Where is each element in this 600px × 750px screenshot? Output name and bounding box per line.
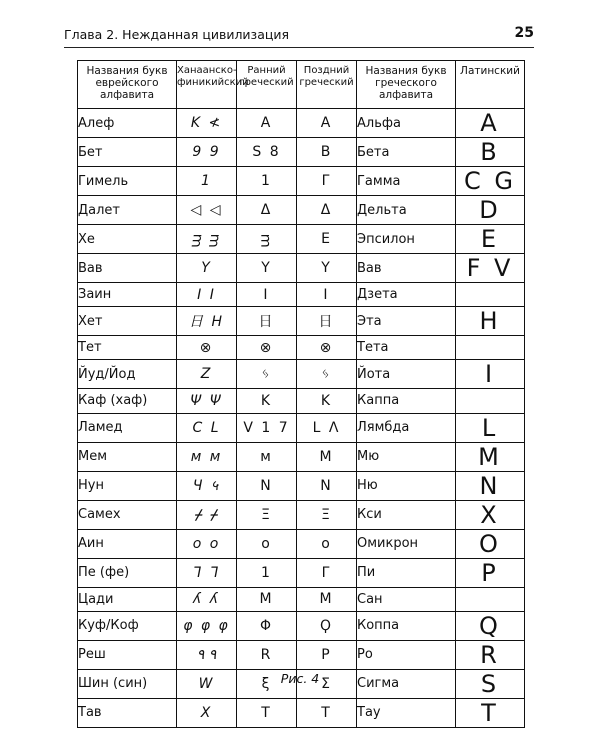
- early-greek-glyph: o: [237, 529, 297, 558]
- header-late-greek: Поздний греческий: [297, 61, 357, 109]
- greek-letter-name: Ню: [357, 471, 456, 500]
- greek-letter-name: Вав: [357, 254, 456, 283]
- hebrew-letter-name: Самех: [78, 500, 177, 529]
- table-row: [78, 138, 525, 167]
- latin-letter: I: [456, 360, 525, 389]
- running-header: [64, 25, 534, 48]
- late-greek-glyph: Ϙ: [297, 611, 357, 640]
- hebrew-letter-name: Куф/Коф: [78, 611, 177, 640]
- table-row: [78, 196, 525, 225]
- canaanite-glyph: Ч ५: [177, 471, 237, 500]
- greek-letter-name: Эпсилон: [357, 225, 456, 254]
- hebrew-letter-name: Реш: [78, 640, 177, 669]
- canaanite-glyph: I I: [177, 283, 237, 307]
- late-greek-glyph: ᛃ: [297, 360, 357, 389]
- early-greek-glyph: ᴟ: [237, 225, 297, 254]
- hebrew-letter-name: Цади: [78, 587, 177, 611]
- latin-letter: T: [456, 698, 525, 727]
- late-greek-glyph: N: [297, 471, 357, 500]
- table-row: [78, 109, 525, 138]
- table-row: [78, 389, 525, 413]
- alphabet-comparison-table: [77, 60, 525, 728]
- greek-letter-name: Кси: [357, 500, 456, 529]
- table-row: [78, 307, 525, 336]
- hebrew-letter-name: Вав: [78, 254, 177, 283]
- canaanite-glyph: ᴍ ᴍ: [177, 442, 237, 471]
- early-greek-glyph: K: [237, 389, 297, 413]
- table-row: [78, 587, 525, 611]
- table-row: [78, 167, 525, 196]
- latin-letter: B: [456, 138, 525, 167]
- early-greek-glyph: M: [237, 587, 297, 611]
- canaanite-glyph: Ψ Ψ: [177, 389, 237, 413]
- late-greek-glyph: E: [297, 225, 357, 254]
- late-greek-glyph: Y: [297, 254, 357, 283]
- hebrew-letter-name: Тав: [78, 698, 177, 727]
- latin-letter: N: [456, 471, 525, 500]
- page-number: 25: [514, 25, 534, 41]
- late-greek-glyph: P: [297, 640, 357, 669]
- early-greek-glyph: ᛃ: [237, 360, 297, 389]
- early-greek-glyph: I: [237, 283, 297, 307]
- latin-letter: X: [456, 500, 525, 529]
- early-greek-glyph: ᴍ: [237, 442, 297, 471]
- early-greek-glyph: ξ: [237, 669, 297, 698]
- latin-letter: S: [456, 669, 525, 698]
- greek-letter-name: Мю: [357, 442, 456, 471]
- greek-letter-name: Тета: [357, 336, 456, 360]
- latin-letter: C G: [456, 167, 525, 196]
- canaanite-glyph: ⊗: [177, 336, 237, 360]
- table-row: [78, 529, 525, 558]
- greek-letter-name: Бета: [357, 138, 456, 167]
- table-row: [78, 698, 525, 727]
- table-row: [78, 225, 525, 254]
- table-row: [78, 413, 525, 442]
- header-early-greek: Ранний греческий: [237, 61, 297, 109]
- late-greek-glyph: L Λ: [297, 413, 357, 442]
- latin-letter: F V: [456, 254, 525, 283]
- hebrew-letter-name: Далет: [78, 196, 177, 225]
- table-row: [78, 283, 525, 307]
- late-greek-glyph: Δ: [297, 196, 357, 225]
- table-row: [78, 336, 525, 360]
- greek-letter-name: Йота: [357, 360, 456, 389]
- early-greek-glyph: Φ: [237, 611, 297, 640]
- canaanite-glyph: W: [177, 669, 237, 698]
- canaanite-glyph: φ φ φ: [177, 611, 237, 640]
- early-greek-glyph: 1: [237, 167, 297, 196]
- canaanite-glyph: Y: [177, 254, 237, 283]
- canaanite-glyph: o o: [177, 529, 237, 558]
- header-hebrew-names: Названия букв еврейского алфавита: [78, 61, 177, 109]
- late-greek-glyph: I: [297, 283, 357, 307]
- greek-letter-name: Омикрон: [357, 529, 456, 558]
- canaanite-glyph: Z: [177, 360, 237, 389]
- latin-letter: A: [456, 109, 525, 138]
- greek-letter-name: Сигма: [357, 669, 456, 698]
- table-row: [78, 442, 525, 471]
- greek-letter-name: Дзета: [357, 283, 456, 307]
- hebrew-letter-name: Бет: [78, 138, 177, 167]
- table-row: [78, 558, 525, 587]
- early-greek-glyph: ⊗: [237, 336, 297, 360]
- hebrew-letter-name: Пе (фе): [78, 558, 177, 587]
- figure-caption: Рис. 4: [280, 671, 320, 686]
- late-greek-glyph: 日: [297, 307, 357, 336]
- latin-letter: [456, 336, 525, 360]
- late-greek-glyph: M: [297, 442, 357, 471]
- latin-letter: Q: [456, 611, 525, 640]
- early-greek-glyph: A: [237, 109, 297, 138]
- early-greek-glyph: N: [237, 471, 297, 500]
- hebrew-letter-name: Ламед: [78, 413, 177, 442]
- late-greek-glyph: ⊗: [297, 336, 357, 360]
- late-greek-glyph: Ξ: [297, 500, 357, 529]
- latin-letter: D: [456, 196, 525, 225]
- hebrew-letter-name: Хет: [78, 307, 177, 336]
- greek-letter-name: Лямбда: [357, 413, 456, 442]
- latin-letter: [456, 389, 525, 413]
- hebrew-letter-name: Каф (хаф): [78, 389, 177, 413]
- canaanite-glyph: X: [177, 698, 237, 727]
- latin-letter: M: [456, 442, 525, 471]
- header-greek-names: Названия букв греческого алфавита: [357, 61, 456, 109]
- table-row: [78, 360, 525, 389]
- table-row: [78, 640, 525, 669]
- canaanite-glyph: ᒣ ᒣ: [177, 558, 237, 587]
- latin-letter: E: [456, 225, 525, 254]
- hebrew-letter-name: Нун: [78, 471, 177, 500]
- canaanite-glyph: ◁ ◁: [177, 196, 237, 225]
- canaanite-glyph: 日 H: [177, 307, 237, 336]
- latin-letter: H: [456, 307, 525, 336]
- hebrew-letter-name: Алеф: [78, 109, 177, 138]
- late-greek-glyph: A: [297, 109, 357, 138]
- latin-letter: R: [456, 640, 525, 669]
- canaanite-glyph: 9 9: [177, 138, 237, 167]
- latin-letter: [456, 283, 525, 307]
- table-header-row: [78, 61, 525, 109]
- early-greek-glyph: V 1 7: [237, 413, 297, 442]
- greek-letter-name: Сан: [357, 587, 456, 611]
- early-greek-glyph: Δ: [237, 196, 297, 225]
- greek-letter-name: Ро: [357, 640, 456, 669]
- greek-letter-name: Альфа: [357, 109, 456, 138]
- early-greek-glyph: S 8: [237, 138, 297, 167]
- table-row: [78, 611, 525, 640]
- greek-letter-name: Эта: [357, 307, 456, 336]
- hebrew-letter-name: Тет: [78, 336, 177, 360]
- hebrew-letter-name: Хе: [78, 225, 177, 254]
- late-greek-glyph: Σ: [297, 669, 357, 698]
- table-row: [78, 500, 525, 529]
- late-greek-glyph: Γ: [297, 558, 357, 587]
- table-row: [78, 471, 525, 500]
- hebrew-letter-name: Шин (син): [78, 669, 177, 698]
- early-greek-glyph: 1: [237, 558, 297, 587]
- hebrew-letter-name: Мем: [78, 442, 177, 471]
- early-greek-glyph: Y: [237, 254, 297, 283]
- header-latin: Латинский: [456, 61, 525, 109]
- early-greek-glyph: 日: [237, 307, 297, 336]
- late-greek-glyph: T: [297, 698, 357, 727]
- latin-letter: O: [456, 529, 525, 558]
- greek-letter-name: Гамма: [357, 167, 456, 196]
- early-greek-glyph: R: [237, 640, 297, 669]
- canaanite-glyph: ʎ ʎ: [177, 587, 237, 611]
- latin-letter: [456, 587, 525, 611]
- header-canaanite: Ханаанско-финикийский: [177, 61, 237, 109]
- latin-letter: L: [456, 413, 525, 442]
- early-greek-glyph: Ξ: [237, 500, 297, 529]
- late-greek-glyph: Γ: [297, 167, 357, 196]
- greek-letter-name: Каппа: [357, 389, 456, 413]
- early-greek-glyph: T: [237, 698, 297, 727]
- hebrew-letter-name: Аин: [78, 529, 177, 558]
- late-greek-glyph: K: [297, 389, 357, 413]
- table-row: [78, 254, 525, 283]
- table-body: [78, 109, 525, 728]
- greek-letter-name: Тау: [357, 698, 456, 727]
- canaanite-glyph: K ≮: [177, 109, 237, 138]
- hebrew-letter-name: Гимель: [78, 167, 177, 196]
- hebrew-letter-name: Заин: [78, 283, 177, 307]
- greek-letter-name: Коппа: [357, 611, 456, 640]
- greek-letter-name: Пи: [357, 558, 456, 587]
- canaanite-glyph: ٩ ٩: [177, 640, 237, 669]
- latin-letter: P: [456, 558, 525, 587]
- late-greek-glyph: M: [297, 587, 357, 611]
- hebrew-letter-name: Йуд/Йод: [78, 360, 177, 389]
- canaanite-glyph: C L: [177, 413, 237, 442]
- canaanite-glyph: ᴟ ᴟ: [177, 225, 237, 254]
- late-greek-glyph: o: [297, 529, 357, 558]
- greek-letter-name: Дельта: [357, 196, 456, 225]
- canaanite-glyph: ᚋ ᚋ: [177, 500, 237, 529]
- late-greek-glyph: B: [297, 138, 357, 167]
- chapter-title: Глава 2. Нежданная цивилизация: [64, 27, 290, 42]
- canaanite-glyph: 1: [177, 167, 237, 196]
